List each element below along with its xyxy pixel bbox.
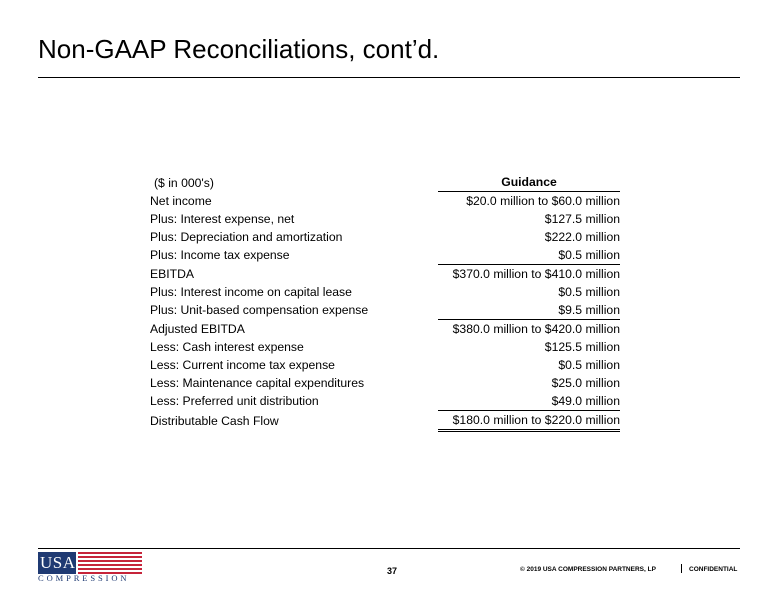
- table-header-row: [150, 174, 620, 192]
- usa-compression-logo: [38, 552, 142, 582]
- table-row: [150, 228, 620, 246]
- subtotal-row-ebitda: [150, 265, 620, 284]
- row-label: Distributable Cash Flow: [150, 413, 279, 428]
- table-row: [150, 356, 620, 374]
- guidance-column-header: Guidance: [438, 174, 620, 192]
- unit-label: ($ in 000's): [154, 175, 214, 190]
- flag-stripes-icon: [78, 552, 142, 574]
- table-row: [150, 301, 620, 320]
- row-value: $125.5 million: [544, 340, 620, 354]
- row-value: $25.0 million: [551, 376, 620, 390]
- table-row: [150, 192, 620, 211]
- row-value: $127.5 million: [544, 212, 620, 226]
- row-label: Plus: Income tax expense: [150, 248, 290, 263]
- subtotal-row-adjusted-ebitda: [150, 320, 620, 339]
- row-label: Plus: Unit-based compensation expense: [150, 303, 369, 318]
- reconciliation-table: [150, 174, 620, 432]
- footer-separator: [681, 564, 682, 573]
- logo-usa-block: [38, 552, 76, 574]
- table-row: [150, 210, 620, 228]
- page-number: 37: [386, 566, 397, 576]
- row-value: $20.0 million to $60.0 million: [466, 194, 620, 208]
- row-label: Less: Current income tax expense: [150, 358, 335, 372]
- logo-usa-text: USA: [40, 553, 76, 572]
- row-label: Plus: Interest income on capital lease: [150, 285, 352, 299]
- row-label: Plus: Depreciation and amortization: [150, 230, 343, 244]
- row-label: Plus: Interest expense, net: [150, 212, 295, 226]
- row-value: $0.5 million: [558, 358, 620, 372]
- total-row-distributable-cash-flow: [150, 411, 620, 431]
- row-value: $380.0 million to $420.0 million: [438, 320, 620, 339]
- row-label: Net income: [150, 193, 212, 208]
- table-row: [150, 392, 620, 411]
- footer-divider: [38, 548, 740, 549]
- row-value: $370.0 million to $410.0 million: [438, 265, 620, 284]
- confidential-label: CONFIDENTIAL: [689, 566, 738, 573]
- row-label: Adjusted EBITDA: [150, 321, 245, 336]
- slide-title: Non-GAAP Reconciliations, cont’d.: [38, 34, 440, 64]
- row-label: Less: Cash interest expense: [150, 340, 304, 354]
- title-divider: [38, 77, 740, 78]
- row-label: EBITDA: [150, 266, 195, 281]
- row-value: $0.5 million: [558, 248, 620, 262]
- copyright-notice: © 2019 USA COMPRESSION PARTNERS, LP: [520, 566, 656, 573]
- row-value: $180.0 million to $220.0 million: [438, 411, 620, 431]
- logo-compression-text: COMPRESSION: [38, 573, 130, 583]
- row-value: $0.5 million: [558, 285, 620, 299]
- row-value: $49.0 million: [551, 394, 620, 408]
- table-row: [150, 374, 620, 392]
- table-row: [150, 338, 620, 356]
- row-label: Less: Preferred unit distribution: [150, 394, 319, 409]
- table-row: [150, 283, 620, 301]
- row-value: $222.0 million: [544, 230, 620, 244]
- row-label: Less: Maintenance capital expenditures: [150, 376, 365, 390]
- row-value: $9.5 million: [558, 303, 620, 317]
- table-row: [150, 246, 620, 265]
